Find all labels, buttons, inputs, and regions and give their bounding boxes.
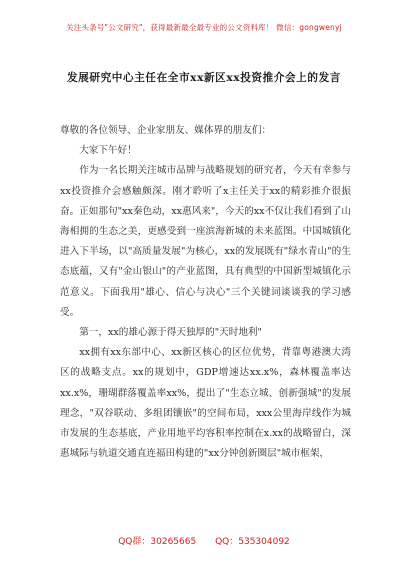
document-title: 发展研究中心主任在全市xx新区xx投资推介会上的发言 [67,72,341,84]
document-body [60,121,351,464]
header-note: 关注头条号"公文研究"，获得最新最全最专业的公文资料库！ 微信：gongwenyj [66,23,342,32]
paragraph-intro: 作为一名长期关注城市品牌与战略规划的研究者，今天有幸参与xx投资推介会感触颇深。刚才聆听了x主任关于xx的精彩推介很振奋。正如那句"xx秦色动，xx惠风来"，今天的xx不仅让我们看到了山海相拥的生态之美，更感受到一座滨海新城的未来蓝图。中国城镇化进入下半场，以"高质量发展"为核心，xx的发展既有"绿水青山"的生态底蕴，又有"金山银山"的产业蓝图，具有典型的中国新型城镇化示范意义。下面我用"雄心、信心与决心"三个关键词谈谈我的学习感受。 [60,165,351,318]
paragraph-section-1: xx拥有xx东部中心、xx新区核心的区位优势，背靠粤港澳大湾区的战略支点。xx的规划中，GDP增速达xx.x%，森林覆盖率达xx.x%，珊瑚群落覆盖率xx%，提出了"生态立城、创新强城"的发展理念，"双谷联动、多组团镶嵌"的空间布局，xxx公里海岸线作为城市发展的生态基底，产业用地平均容积率控制在x.xx的战略留白，深惠城际与轨道交通直连福田构建的"xx分钟创新圈层"城市框架， [60,347,351,460]
footer-contact [0,534,408,547]
footer-qq: QQ：535304092 [215,537,290,547]
footer-qq-group: QQ群：30265665 [118,537,197,547]
salutation: 尊敬的各位领导、企业家朋友、媒体界的朋友们： [60,125,272,136]
section-heading-1: 第一，xx的雄心源于得天独厚的"天时地利" [79,327,262,339]
greeting: 大家下午好！ [79,145,137,157]
